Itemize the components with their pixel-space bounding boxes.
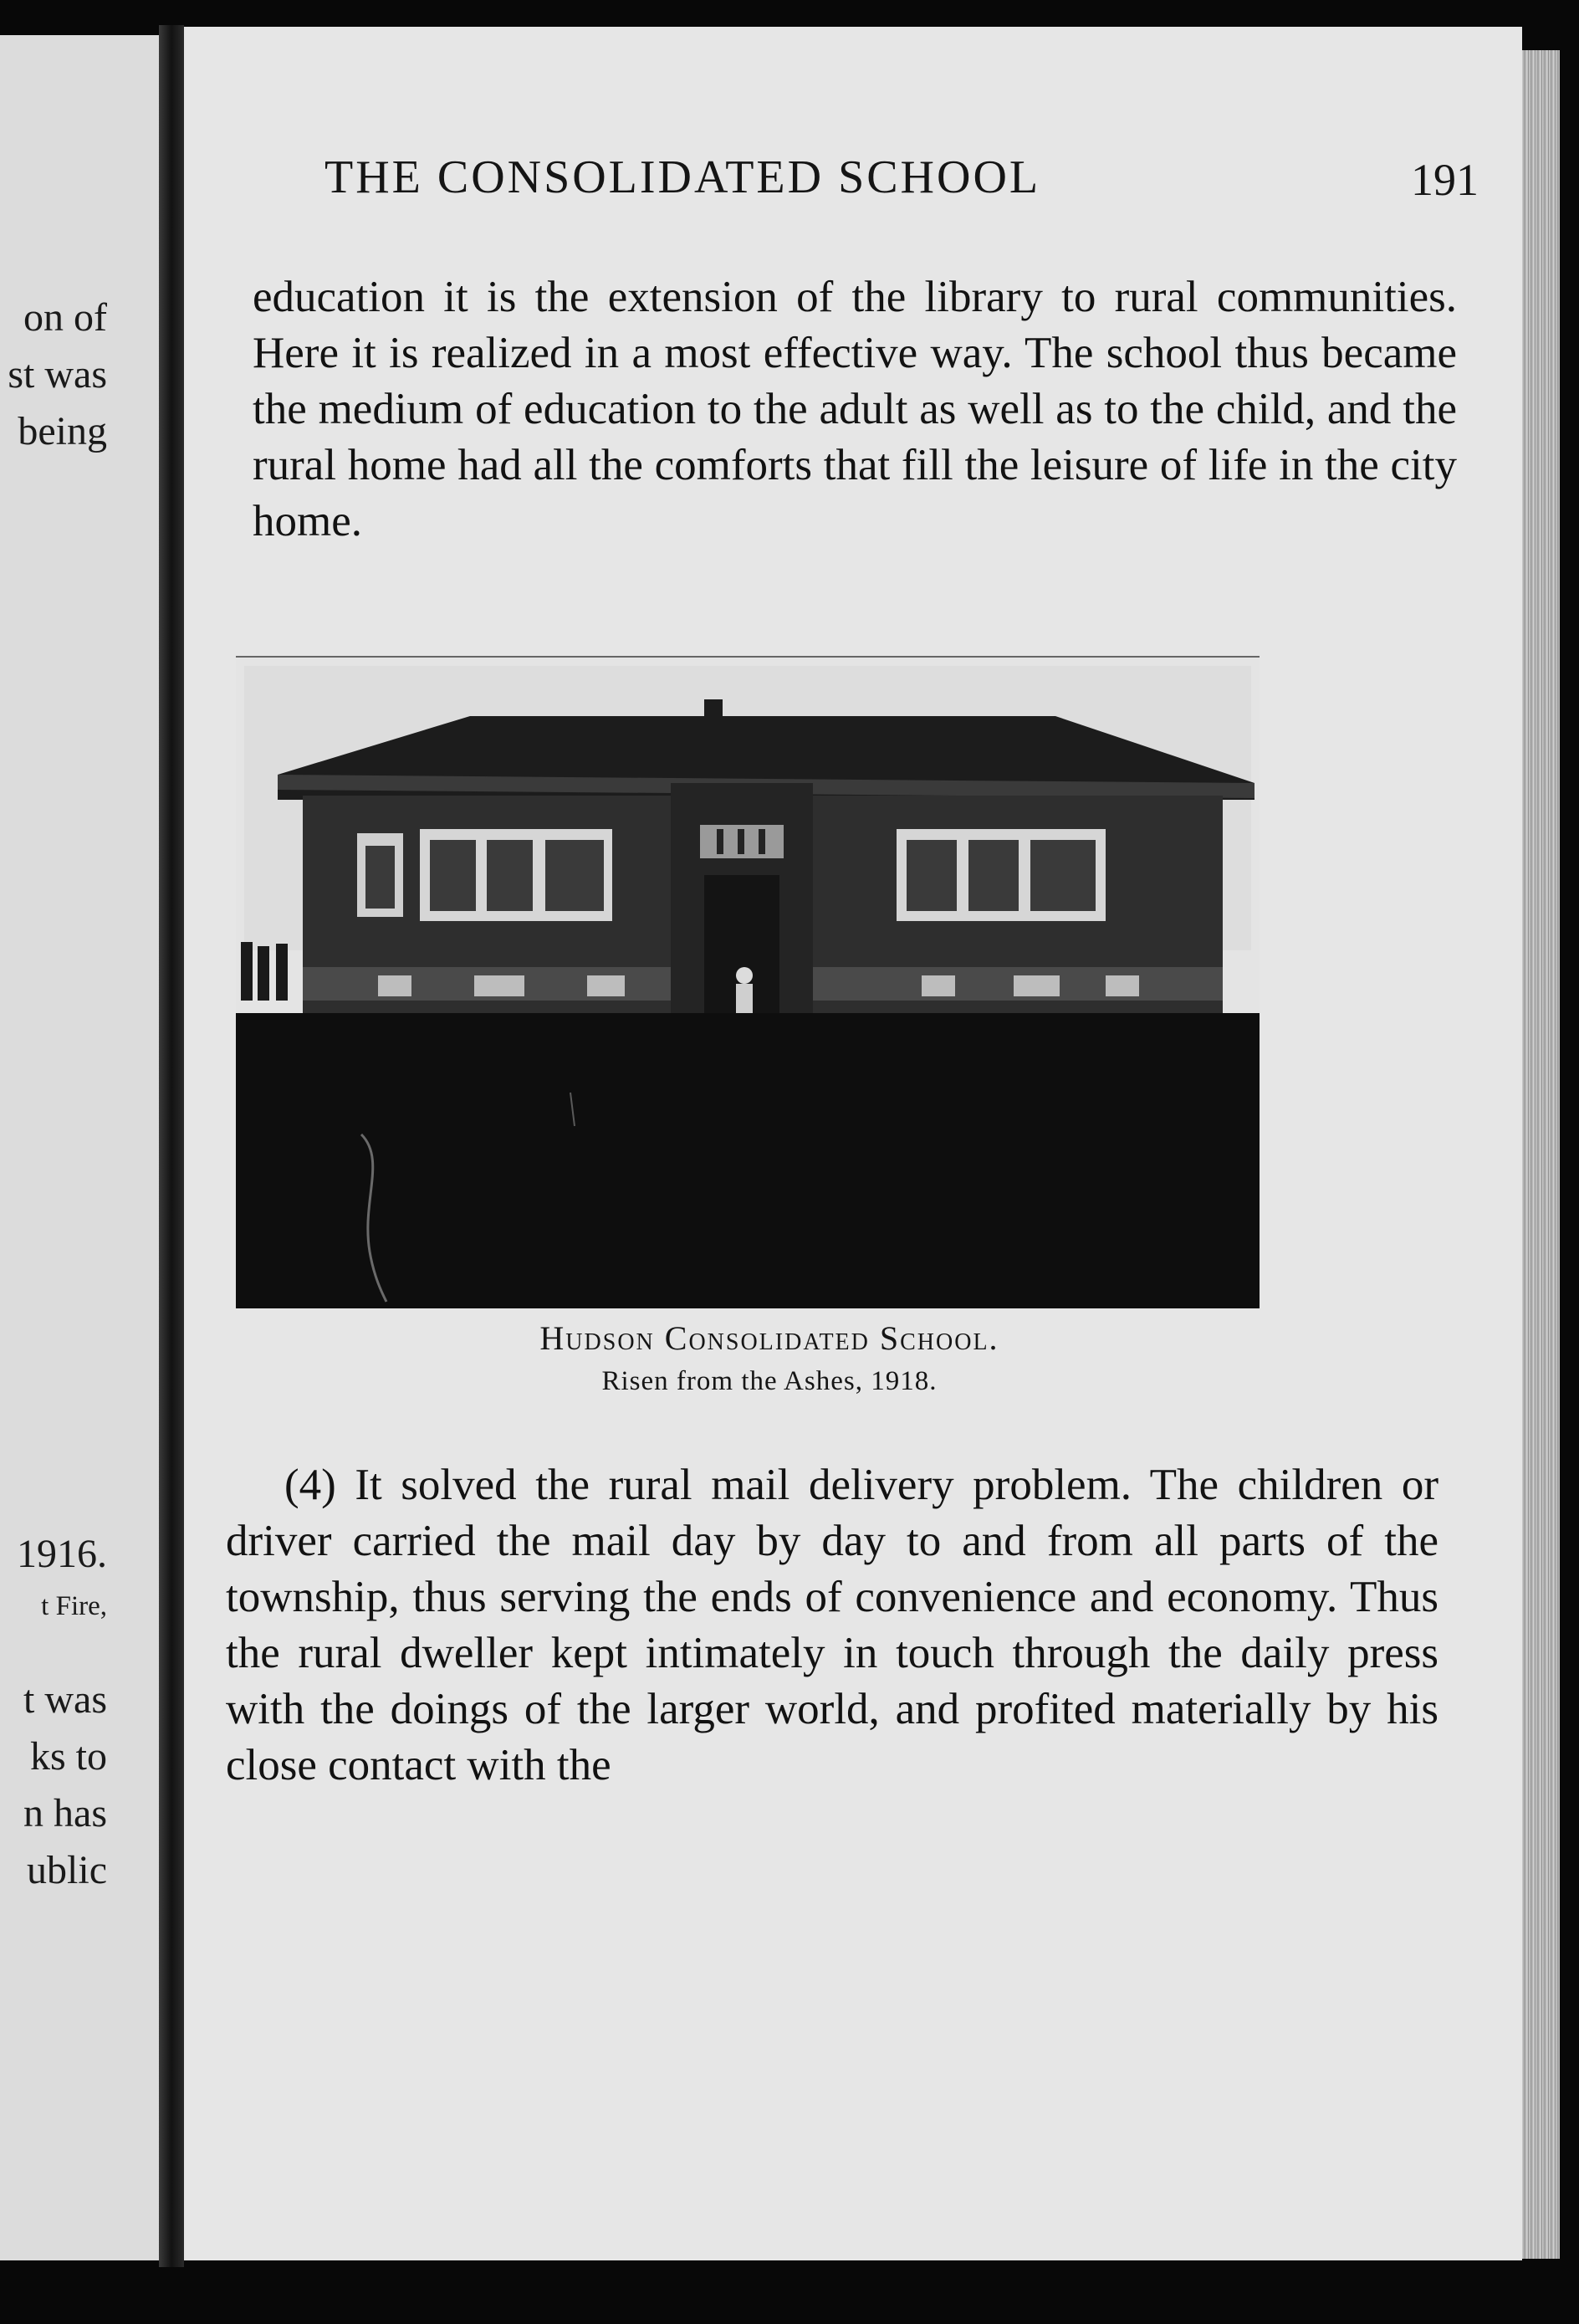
book-gutter — [159, 25, 184, 2267]
caption-title: Hudson Consolidated School. — [539, 1319, 999, 1357]
caption-subtitle: Risen from the Ashes, 1918. — [601, 1366, 938, 1396]
facing-page-line: ublic — [27, 1848, 107, 1892]
facing-page-line: t was — [23, 1677, 107, 1722]
page-number: 191 — [1411, 155, 1479, 205]
paragraph-text: (4) It solved the rural mail delivery problem. The children or driver carried the mail day by day to and from all parts of the township, thus serving the ends of convenience and economy. Thus the rural dweller kept intimately in touch through the daily press with the doings of the larger world, and profited materially by his close contact with the — [226, 1461, 1438, 1789]
page-edges — [1522, 50, 1560, 2259]
facing-page-line: st was — [8, 352, 107, 397]
school-building-image — [236, 658, 1260, 1308]
running-head — [324, 151, 1479, 218]
book-page — [184, 27, 1522, 2260]
facing-page-line: being — [18, 409, 107, 453]
paragraph — [226, 1457, 1438, 1794]
facing-page-line: on of — [23, 295, 107, 340]
facing-page-line: 1916. — [17, 1532, 107, 1576]
facing-page-line: t Fire, — [41, 1591, 107, 1621]
facing-page-fragment — [0, 35, 159, 2260]
figure-caption — [309, 1315, 1229, 1400]
facing-page-line: ks to — [29, 1734, 107, 1779]
facing-page-line: n has — [23, 1791, 107, 1835]
paragraph: education it is the extension of the library to rural communities. Here it is realized in a most effective way. The school thus became the medium of education to the adult as well as to the child, and the rural home had all the comforts that fill the leisure of life in the city home. — [253, 273, 1457, 545]
running-title: THE CONSOLIDATED SCHOOL — [324, 151, 1041, 203]
school-photograph — [236, 656, 1260, 1308]
